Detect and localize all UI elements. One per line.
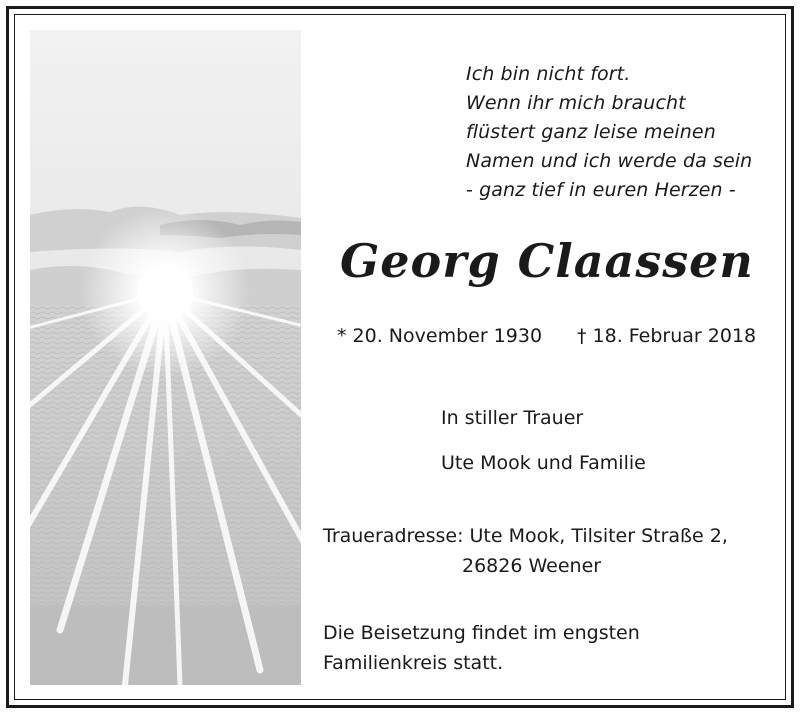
poem-line: flüstert ganz leise meinen: [466, 121, 716, 143]
sunrays-over-sea-image: [30, 30, 301, 685]
mourning-address-line2: 26826 Weener: [462, 555, 602, 577]
poem: [466, 60, 752, 205]
death-date: † 18. Februar 2018: [577, 325, 757, 347]
family-signature: Ute Mook und Familie: [441, 452, 646, 474]
mourning-address-line1: Traueradresse: Ute Mook, Tilsiter Straße 2,: [323, 525, 728, 547]
poem-line: Namen und ich werde da sein: [466, 150, 753, 172]
funeral-notice: Die Beisetzung findet im engsten Familienkreis statt.: [323, 622, 640, 674]
deceased-name: Georg Claassen: [340, 234, 754, 288]
poem-line: Ich bin nicht fort.: [466, 63, 631, 85]
birth-date: * 20. November 1930: [337, 325, 543, 347]
poem-line: - ganz tief in euren Herzen -: [466, 179, 736, 201]
mourning-text: In stiller Trauer: [441, 407, 584, 429]
poem-line: Wenn ihr mich braucht: [466, 92, 686, 114]
